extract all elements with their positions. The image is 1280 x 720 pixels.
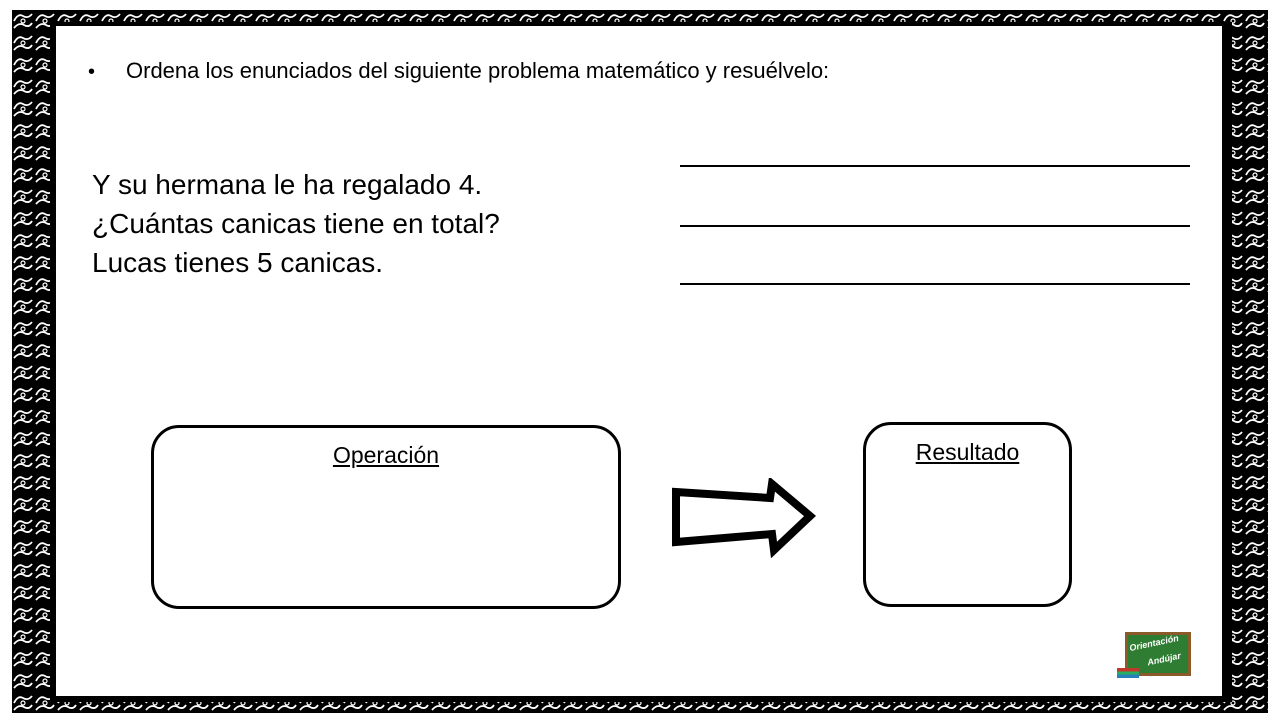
result-box[interactable] [863,422,1072,607]
logo-text-line1: Orientación [1128,632,1180,654]
books-icon [1117,668,1139,678]
logo-text-line2: Andújar [1146,650,1182,668]
answer-line-2[interactable] [680,225,1190,227]
operation-title: Operación [332,442,440,468]
result-title: Resultado [915,439,1020,465]
statement-item: Y su hermana le ha regalado 4. [92,169,483,200]
answer-line-3[interactable] [680,283,1190,285]
instruction [88,58,829,84]
right-arrow-icon [670,478,818,558]
statement-item: ¿Cuántas canicas tiene en total? [92,208,500,239]
statement-item: Lucas tienes 5 canicas. [92,247,384,278]
orientacion-andujar-logo [1117,630,1195,680]
operation-box[interactable] [151,425,621,609]
instruction-text: Ordena los enunciados del siguiente problema matemático y resuélvelo: [126,58,830,83]
bullet-icon: • [88,61,96,83]
statement-list [92,165,500,282]
answer-line-1[interactable] [680,165,1190,167]
